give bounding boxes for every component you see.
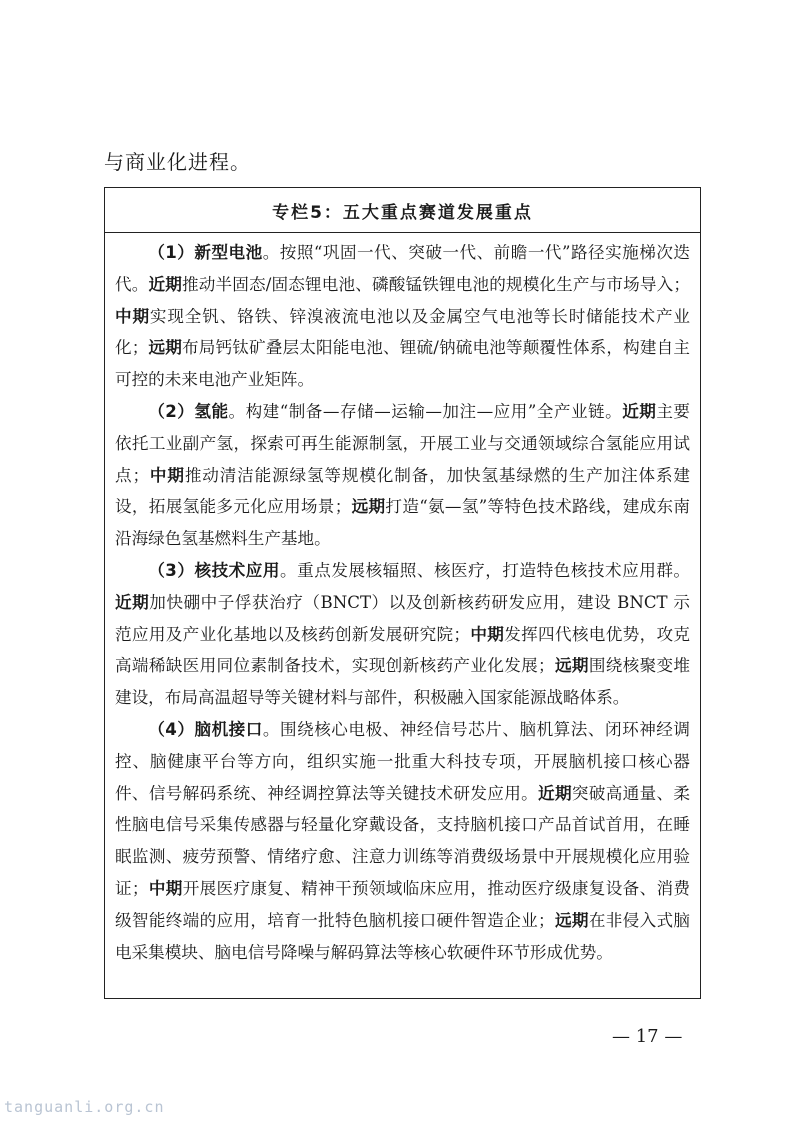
section-intro: 。围绕核心电极、神经信号芯片、脑机算法、闭环神经调控、脑健康平台等方向，组织实施一批重大科技专项，开展脑机接口核心器件、信号解码系统、神经调控算法等关键技术研发应用。	[115, 719, 691, 803]
section-intro: 。重点发展核辐照、核医疗，打造特色核技术应用群。	[280, 560, 691, 580]
section-number: （1）	[148, 243, 195, 262]
long-term-label: 远期	[554, 910, 589, 930]
near-term-text: 突破高通量、柔性脑电信号采集传感器与轻量化穿戴设备，支持脑机接口产品首试首用，在睡眠监测、疲劳预警、情绪疗愈、注意力训练等消费级场景中开展规模化应用验证；	[115, 783, 691, 898]
section-title: 脑机接口	[194, 719, 263, 739]
section-number: （4）	[148, 719, 195, 739]
near-term-text: 加快硼中子俘获治疗（BNCT）以及创新核药研发应用，建设 BNCT 示范应用及产业化基地以及核药创新发展研究院；	[115, 592, 691, 644]
section-nuclear	[115, 555, 690, 714]
section-bci	[115, 714, 690, 968]
long-term-text: 在非侵入式脑电采集模块、脑电信号降噪与解码算法等核心软硬件环节形成优势。	[115, 910, 691, 962]
section-battery	[115, 237, 690, 396]
section-title: 核技术应用	[194, 560, 280, 580]
mid-term-text: 推动清洁能源绿氢等规模化制备，加快氢基绿燃的生产加注体系建设，拓展氢能多元化应用场景；	[115, 465, 691, 517]
watermark: tanguanli.org.cn	[4, 1098, 165, 1116]
long-term-text: 围绕核聚变堆建设，布局高温超导等关键材料与部件，积极融入国家能源战略体系。	[115, 656, 691, 708]
long-term-label: 远期	[554, 656, 589, 676]
near-term-label: 近期	[115, 592, 150, 612]
box-body	[105, 233, 700, 968]
near-term-label: 近期	[622, 401, 657, 421]
box-title: 专栏5：五大重点赛道发展重点	[105, 188, 700, 233]
section-number: （3）	[148, 560, 195, 580]
near-term-text: 推动半固态/固态锂电池、磷酸锰铁锂电池的规模化生产与市场导入；	[182, 274, 691, 294]
near-term-label: 近期	[538, 783, 572, 803]
lead-text: 与商业化进程。	[104, 150, 251, 174]
mid-term-label: 中期	[148, 878, 183, 898]
section-number: （2）	[148, 401, 195, 421]
mid-term-label: 中期	[149, 465, 185, 485]
mid-term-text: 开展医疗康复、精神干预领域临床应用，推动医疗级康复设备、消费级智能终端的应用，培育一批特色脑机接口硬件智造企业；	[115, 878, 691, 930]
long-term-text: 打造“氨—氢”等特色技术路线，建成东南沿海绿色氢基燃料生产基地。	[115, 497, 691, 549]
section-hydrogen	[115, 396, 690, 555]
section-intro: 。按照“巩固一代、突破一代、前瞻一代”路径实施梯次迭代。	[115, 243, 690, 294]
mid-term-label: 中期	[115, 306, 150, 326]
section-intro: 。构建“制备—存储—运输—加注—应用”全产业链。	[228, 401, 623, 421]
long-term-label: 远期	[351, 497, 386, 517]
long-term-text: 布局钙钛矿叠层太阳能电池、锂硫/钠硫电池等颠覆性体系，构建自主可控的未来电池产业矩阵。	[115, 338, 691, 390]
near-term-text: 主要依托工业副产氢，探索可再生能源制氢，开展工业与交通领域综合氢能应用试点；	[115, 401, 691, 485]
section-title: 新型电池	[194, 243, 263, 262]
mid-term-text: 发挥四代核电优势，攻克高端稀缺医用同位素制备技术，实现创新核药产业化发展；	[115, 624, 691, 676]
section-title: 氢能	[194, 401, 229, 421]
long-term-label: 远期	[148, 338, 182, 358]
page-number: — 17 —	[612, 1026, 683, 1047]
near-term-label: 近期	[148, 274, 182, 294]
mid-term-label: 中期	[470, 624, 505, 644]
feature-box	[104, 187, 701, 999]
mid-term-text: 实现全钒、铬铁、锌溴液流电池以及金属空气电池等长时储能技术产业化；	[115, 306, 691, 358]
